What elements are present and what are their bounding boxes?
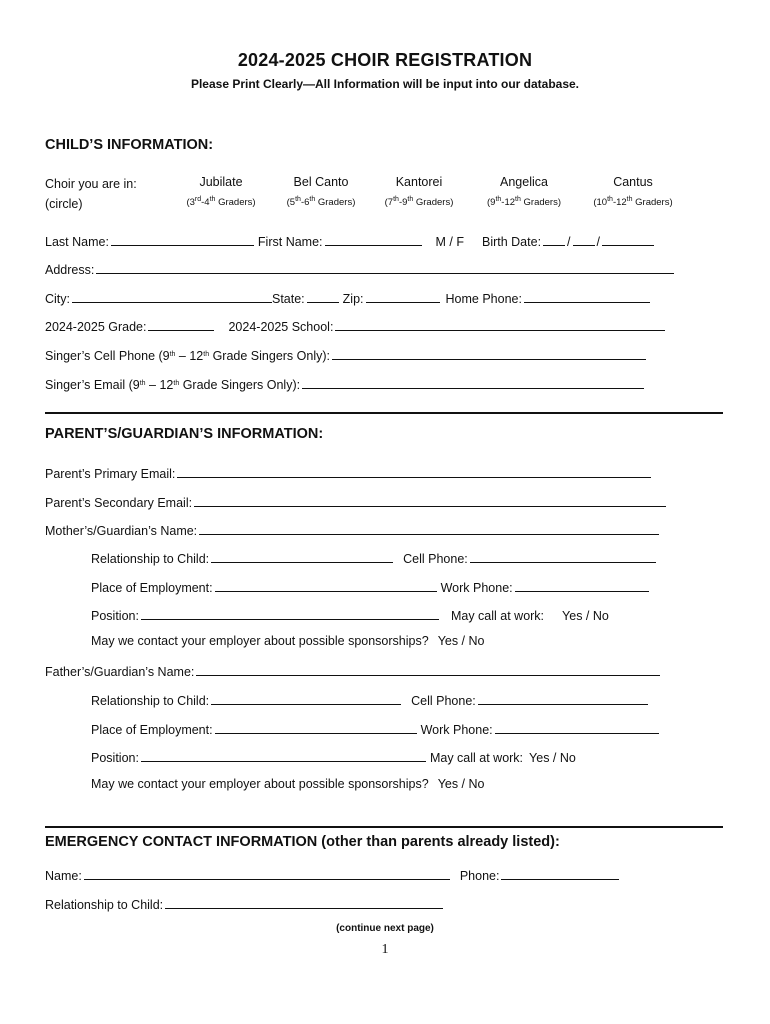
secondary-email-row bbox=[45, 493, 670, 510]
father-may-call-options[interactable]: Yes / No bbox=[529, 751, 576, 765]
birth-year-field[interactable] bbox=[602, 232, 654, 246]
choir-grades: (10th-12th Graders) bbox=[593, 196, 673, 208]
state-field[interactable] bbox=[307, 289, 339, 303]
zip-label: Zip: bbox=[342, 292, 364, 306]
secondary-email-label: Parent’s Secondary Email: bbox=[45, 496, 193, 510]
mother-name-label: Mother’s/Guardian’s Name: bbox=[45, 524, 198, 538]
mother-position-label: Position: bbox=[91, 609, 139, 623]
mother-employment-row bbox=[91, 578, 653, 595]
choir-grades: (5th-6th Graders) bbox=[286, 196, 356, 208]
birth-day-field[interactable] bbox=[573, 232, 595, 246]
continue-note: (continue next page) bbox=[336, 923, 434, 934]
mother-relationship-label: Relationship to Child: bbox=[91, 552, 210, 566]
mother-name-row bbox=[45, 521, 663, 538]
mother-employment-label: Place of Employment: bbox=[91, 581, 213, 595]
emergency-name-row bbox=[45, 866, 623, 883]
choir-name: Kantorei bbox=[395, 175, 443, 189]
father-sponsorship-row bbox=[91, 777, 484, 791]
father-cell-field[interactable] bbox=[478, 691, 648, 705]
birth-date-label: Birth Date: bbox=[481, 235, 542, 249]
singer-cell-field[interactable] bbox=[332, 346, 646, 360]
school-field[interactable] bbox=[335, 317, 665, 331]
emergency-relationship-label: Relationship to Child: bbox=[45, 898, 164, 912]
first-name-field[interactable] bbox=[325, 232, 422, 246]
last-name-label: Last Name: bbox=[45, 235, 109, 249]
city-row bbox=[45, 289, 654, 306]
grade-row bbox=[45, 317, 669, 334]
home-phone-label: Home Phone: bbox=[445, 292, 522, 306]
state-label: State: bbox=[272, 292, 305, 306]
father-employment-label: Place of Employment: bbox=[91, 723, 213, 737]
mother-position-field[interactable] bbox=[141, 606, 439, 620]
mother-employment-field[interactable] bbox=[215, 578, 437, 592]
zip-field[interactable] bbox=[366, 289, 440, 303]
section-divider bbox=[45, 412, 723, 414]
emergency-name-label: Name: bbox=[45, 869, 82, 883]
choir-name: Cantus bbox=[613, 175, 653, 189]
father-position-field[interactable] bbox=[141, 748, 426, 762]
choir-grades: (9th-12th Graders) bbox=[487, 196, 561, 208]
mother-sponsorship-options[interactable]: Yes / No bbox=[437, 634, 485, 648]
father-work-phone-field[interactable] bbox=[495, 720, 659, 734]
form-title: 2024-2025 CHOIR REGISTRATION bbox=[237, 50, 533, 70]
school-label: 2024-2025 School: bbox=[228, 320, 334, 334]
primary-email-label: Parent’s Primary Email: bbox=[45, 467, 176, 481]
father-name-row bbox=[45, 662, 664, 679]
choir-option-cantus[interactable] bbox=[593, 174, 672, 208]
primary-email-row bbox=[45, 464, 655, 481]
choir-grades: (7th-9th Graders) bbox=[384, 196, 454, 208]
address-row bbox=[45, 260, 678, 277]
emergency-phone-label: Phone: bbox=[459, 869, 500, 883]
singer-email-label: Singer’s Email (9th – 12th Grade Singers Only): bbox=[45, 378, 301, 392]
choir-option-angelica[interactable] bbox=[487, 174, 561, 208]
city-label: City: bbox=[45, 292, 70, 306]
father-relationship-field[interactable] bbox=[211, 691, 401, 705]
mother-may-call-label: May call at work: bbox=[450, 609, 545, 623]
form-subtitle: Please Print Clearly—All Information will be input into our database. bbox=[190, 77, 580, 91]
father-name-label: Father’s/Guardian’s Name: bbox=[45, 665, 195, 679]
mother-work-phone-label: Work Phone: bbox=[440, 581, 513, 595]
father-employment-field[interactable] bbox=[215, 720, 417, 734]
choir-label-line-1: Choir you are in: bbox=[45, 177, 137, 191]
mother-cell-field[interactable] bbox=[470, 549, 656, 563]
grade-field[interactable] bbox=[148, 317, 214, 331]
gender-options[interactable]: M / F bbox=[435, 235, 464, 249]
father-position-label: Position: bbox=[91, 751, 139, 765]
city-field[interactable] bbox=[72, 289, 272, 303]
singer-email-row bbox=[45, 375, 648, 392]
choir-name: Jubilate bbox=[199, 175, 243, 189]
page-number: 1 bbox=[381, 942, 389, 957]
emergency-section-heading: EMERGENCY CONTACT INFORMATION (other than parents already listed): bbox=[45, 834, 560, 850]
emergency-phone-field[interactable] bbox=[501, 866, 619, 880]
home-phone-field[interactable] bbox=[524, 289, 650, 303]
choir-name: Bel Canto bbox=[293, 175, 349, 189]
father-sponsorship-options[interactable]: Yes / No bbox=[437, 777, 485, 791]
mother-work-phone-field[interactable] bbox=[515, 578, 649, 592]
choir-option-jubilate[interactable] bbox=[186, 174, 255, 208]
choir-label-line-2: (circle) bbox=[45, 197, 83, 211]
first-name-label: First Name: bbox=[257, 235, 323, 249]
father-position-row bbox=[91, 748, 576, 765]
grade-label: 2024-2025 Grade: bbox=[45, 320, 147, 334]
father-work-phone-label: Work Phone: bbox=[420, 723, 493, 737]
primary-email-field[interactable] bbox=[177, 464, 651, 478]
father-may-call-label: May call at work: bbox=[429, 751, 524, 765]
choir-grades: (3rd-4th Graders) bbox=[186, 196, 256, 208]
father-name-field[interactable] bbox=[196, 662, 660, 676]
section-divider bbox=[45, 826, 723, 828]
address-field[interactable] bbox=[96, 260, 674, 274]
singer-cell-row bbox=[45, 346, 650, 363]
address-label: Address: bbox=[45, 263, 95, 277]
mother-relationship-field[interactable] bbox=[211, 549, 393, 563]
singer-cell-label: Singer’s Cell Phone (9th – 12th Grade Singers Only): bbox=[45, 349, 330, 363]
last-name-field[interactable] bbox=[111, 232, 254, 246]
choir-option-bel-canto[interactable] bbox=[287, 174, 356, 208]
birth-month-field[interactable] bbox=[543, 232, 565, 246]
name-row: Last Name: First Name: M / F Birth Date: / / bbox=[45, 232, 656, 249]
father-employment-row bbox=[91, 720, 663, 737]
mother-name-field[interactable] bbox=[199, 521, 659, 535]
parent-section-heading: PARENT’S/GUARDIAN’S INFORMATION: bbox=[45, 426, 324, 442]
mother-sponsorship-label: May we contact your employer about possible sponsorships? bbox=[91, 634, 429, 648]
father-cell-label: Cell Phone: bbox=[411, 694, 476, 708]
mother-cell-label: Cell Phone: bbox=[403, 552, 468, 566]
choir-option-kantorei[interactable] bbox=[385, 174, 454, 208]
emergency-relationship-row bbox=[45, 895, 447, 912]
mother-relationship-row bbox=[91, 549, 660, 566]
father-sponsorship-label: May we contact your employer about possible sponsorships? bbox=[91, 777, 429, 791]
choir-label bbox=[45, 174, 137, 214]
mother-sponsorship-row bbox=[91, 634, 484, 648]
emergency-relationship-field[interactable] bbox=[165, 895, 443, 909]
father-relationship-row bbox=[91, 691, 652, 708]
mother-position-row bbox=[91, 606, 609, 623]
child-section-heading: CHILD’S INFORMATION: bbox=[45, 137, 214, 153]
choir-name: Angelica bbox=[500, 175, 548, 189]
father-relationship-label: Relationship to Child: bbox=[91, 694, 210, 708]
singer-email-field[interactable] bbox=[302, 375, 644, 389]
mother-may-call-options[interactable]: Yes / No bbox=[562, 609, 609, 623]
emergency-name-field[interactable] bbox=[84, 866, 450, 880]
secondary-email-field[interactable] bbox=[194, 493, 666, 507]
